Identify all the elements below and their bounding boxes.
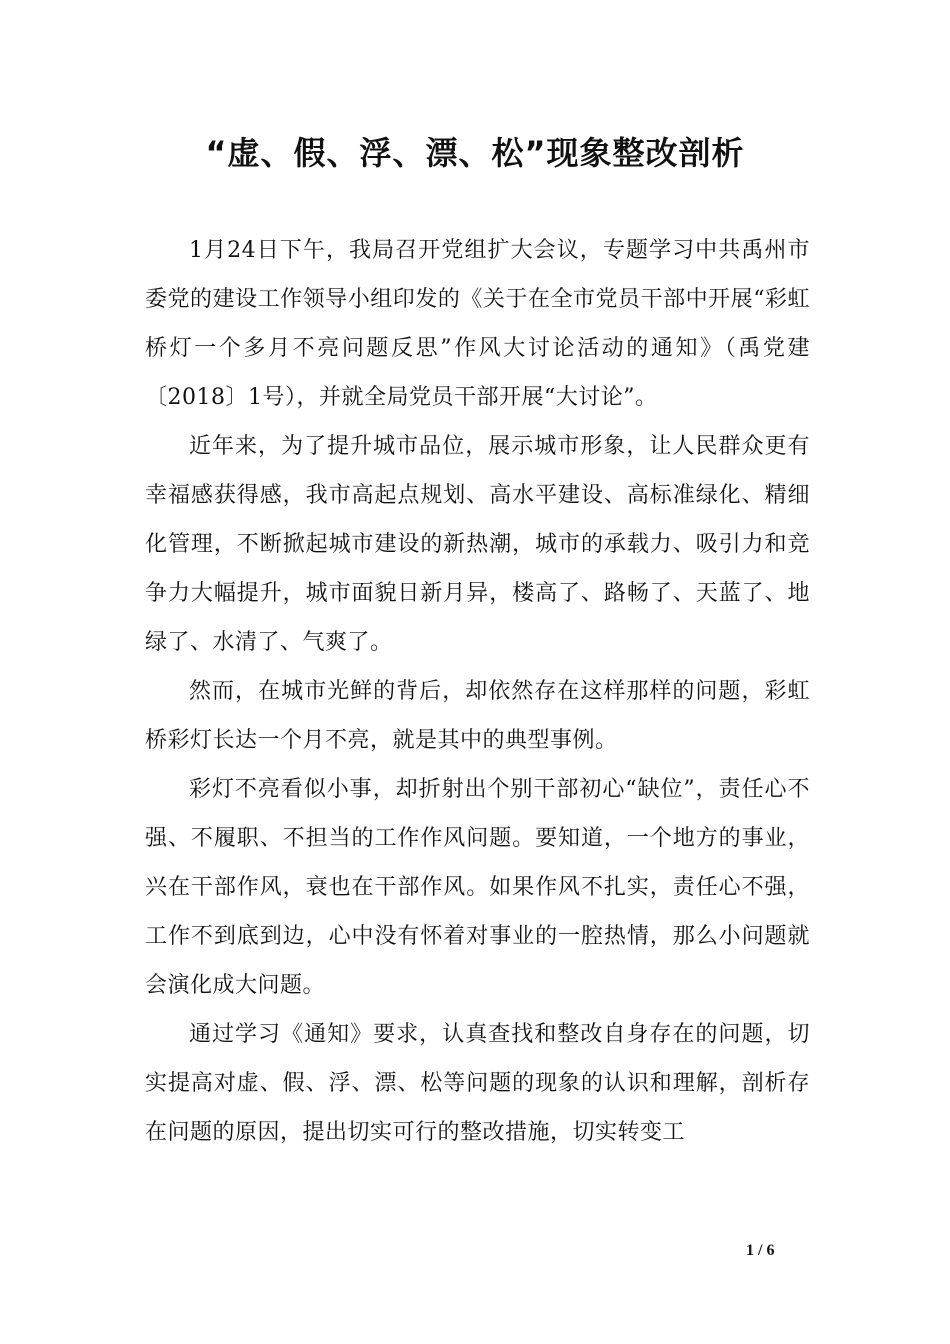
paragraph-3: 然而，在城市光鲜的背后，却依然存在这样那样的问题，彩虹桥彩灯长达一个月不亮，就是其中的典型事例。 <box>145 679 810 753</box>
paragraph-1: 1月24日下午，我局召开党组扩大会议，专题学习中共禹州市委党的建设工作领导小组印发的《关于在全市党员干部中开展“彩虹桥灯一个多月不亮问题反思”作风大讨论活动的通知》（禹党建〔2018〕1号），并就全局党员干部开展“大讨论”。 <box>145 238 810 410</box>
page-number: 1 / 6 <box>746 1242 775 1259</box>
paragraph-2: 近年来，为了提升城市品位，展示城市形象，让人民群众更有幸福感获得感，我市高起点规划、高水平建设、高标准绿化、精细化管理，不断掀起城市建设的新热潮，城市的承载力、吸引力和竞争力大幅提升，城市面貌日新月异，楼高了、路畅了、天蓝了、地绿了、水清了、气爽了。 <box>145 434 810 655</box>
document-body <box>145 226 810 1157</box>
paragraph-4: 彩灯不亮看似小事，却折射出个别干部初心“缺位”，责任心不强、不履职、不担当的工作作风问题。要知道，一个地方的事业，兴在干部作风，衰也在干部作风。如果作风不扎实，责任心不强，工作不到底到边，心中没有怀着对事业的一腔热情，那么小问题就会演化成大问题。 <box>145 777 810 998</box>
paragraph-5: 通过学习《通知》要求，认真查找和整改自身存在的问题，切实提高对虚、假、浮、漂、松等问题的现象的认识和理解，剖析存在问题的原因，提出切实可行的整改措施，切实转变工 <box>145 1022 810 1145</box>
document-title: “虚、假、浮、漂、松”现象整改剖析 <box>205 134 745 172</box>
